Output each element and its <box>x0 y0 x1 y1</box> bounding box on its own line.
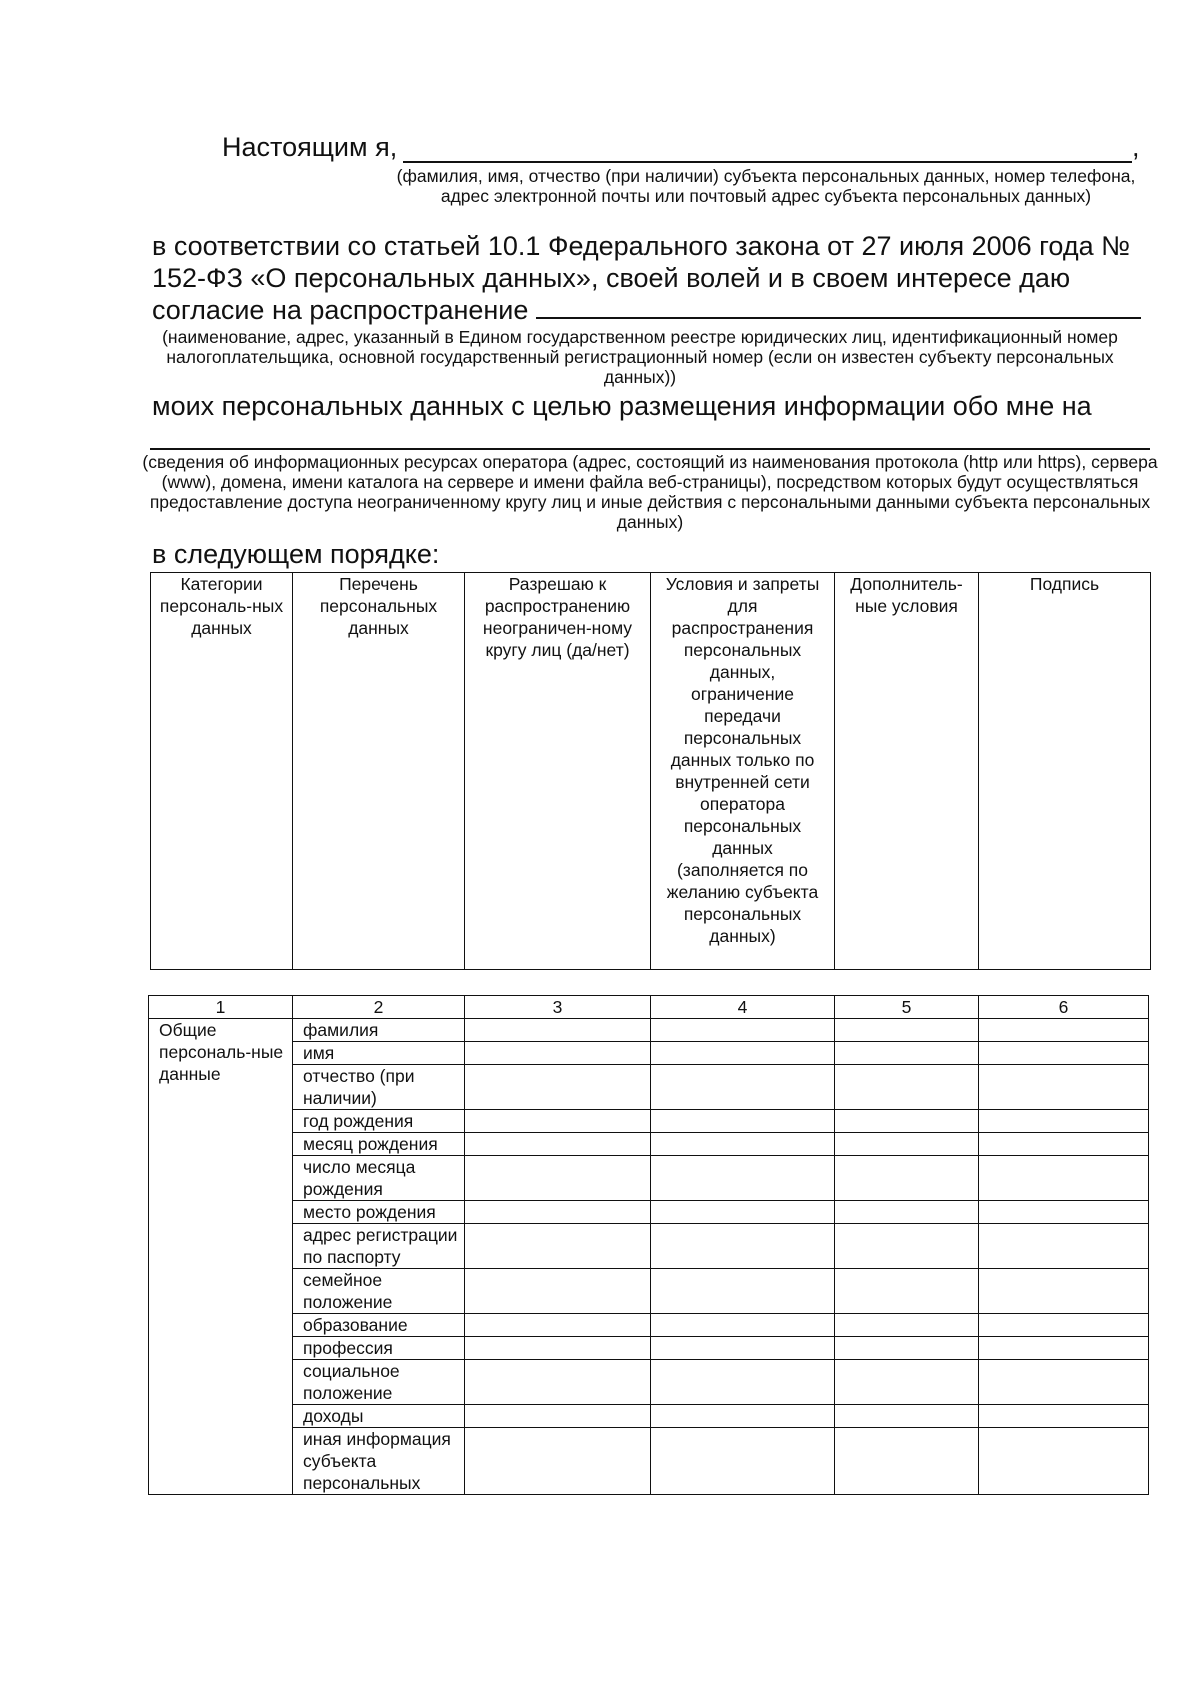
permit-cell[interactable] <box>465 1428 651 1495</box>
permit-cell[interactable] <box>465 1065 651 1110</box>
table-row <box>149 1360 1149 1405</box>
conditions-cell[interactable] <box>651 1224 835 1269</box>
additional-cell[interactable] <box>835 1405 979 1428</box>
operator-blank[interactable] <box>536 307 1141 319</box>
additional-cell[interactable] <box>835 1428 979 1495</box>
item-cell: адрес регистрации по паспорту <box>293 1224 465 1269</box>
permit-cell[interactable] <box>465 1042 651 1065</box>
header-col-permit: Разрешаю к распространению неограничен-ному кругу лиц (да/нет) <box>465 573 651 970</box>
additional-cell[interactable] <box>835 1133 979 1156</box>
table-row <box>149 1110 1149 1133</box>
signature-cell[interactable] <box>979 1405 1149 1428</box>
intro-text: Настоящим я, <box>222 132 398 162</box>
additional-cell[interactable] <box>835 1065 979 1110</box>
item-cell: социальное положение <box>293 1360 465 1405</box>
additional-cell[interactable] <box>835 1110 979 1133</box>
permit-cell[interactable] <box>465 1110 651 1133</box>
permit-cell[interactable] <box>465 1133 651 1156</box>
signature-cell[interactable] <box>979 1065 1149 1110</box>
conditions-cell[interactable] <box>651 1360 835 1405</box>
item-cell: число месяца рождения <box>293 1156 465 1201</box>
table-row <box>149 1405 1149 1428</box>
intro-line <box>222 132 1142 163</box>
signature-cell[interactable] <box>979 1019 1149 1042</box>
category-cell: Общие персональ-ные данные <box>149 1019 293 1495</box>
conditions-cell[interactable] <box>651 1156 835 1201</box>
col-number: 5 <box>835 996 979 1019</box>
signature-cell[interactable] <box>979 1337 1149 1360</box>
subject-hint: (фамилия, имя, отчество (при наличии) субъекта персональных данных, номер телефона, адрес электронной почты или почтовый адрес субъекта персональных данных) <box>396 166 1136 206</box>
conditions-cell[interactable] <box>651 1269 835 1314</box>
signature-cell[interactable] <box>979 1110 1149 1133</box>
conditions-cell[interactable] <box>651 1042 835 1065</box>
col-number: 3 <box>465 996 651 1019</box>
item-cell: доходы <box>293 1405 465 1428</box>
item-cell: месяц рождения <box>293 1133 465 1156</box>
conditions-cell[interactable] <box>651 1110 835 1133</box>
item-cell: семейное положение <box>293 1269 465 1314</box>
conditions-cell[interactable] <box>651 1019 835 1042</box>
signature-cell[interactable] <box>979 1042 1149 1065</box>
table-row <box>149 1314 1149 1337</box>
permit-cell[interactable] <box>465 1337 651 1360</box>
permit-cell[interactable] <box>465 1224 651 1269</box>
signature-cell[interactable] <box>979 1314 1149 1337</box>
table-row <box>149 1224 1149 1269</box>
table-row <box>149 1019 1149 1042</box>
additional-cell[interactable] <box>835 1042 979 1065</box>
permit-cell[interactable] <box>465 1019 651 1042</box>
conditions-cell[interactable] <box>651 1314 835 1337</box>
permit-cell[interactable] <box>465 1156 651 1201</box>
table-row <box>149 1042 1149 1065</box>
header-col-signature: Подпись <box>979 573 1151 970</box>
header-col-category: Категории персональ-ных данных <box>151 573 293 970</box>
signature-cell[interactable] <box>979 1156 1149 1201</box>
permit-cell[interactable] <box>465 1405 651 1428</box>
table-row <box>149 1201 1149 1224</box>
item-cell: отчество (при наличии) <box>293 1065 465 1110</box>
col-number: 1 <box>149 996 293 1019</box>
conditions-cell[interactable] <box>651 1065 835 1110</box>
conditions-cell[interactable] <box>651 1405 835 1428</box>
conditions-cell[interactable] <box>651 1133 835 1156</box>
col-number: 2 <box>293 996 465 1019</box>
item-cell: профессия <box>293 1337 465 1360</box>
column-number-row <box>149 996 1149 1019</box>
additional-cell[interactable] <box>835 1269 979 1314</box>
main-paragraph-text: в соответствии со статьей 10.1 Федерального закона от 27 июля 2006 года № 152-ФЗ «О персональных данных», своей волей и в своем интересе даю согласие на распространение <box>152 231 1131 325</box>
intro-comma: , <box>1132 132 1140 162</box>
table-row <box>149 1156 1149 1201</box>
additional-cell[interactable] <box>835 1314 979 1337</box>
item-cell: год рождения <box>293 1110 465 1133</box>
additional-cell[interactable] <box>835 1337 979 1360</box>
main-paragraph <box>152 230 1162 326</box>
permit-cell[interactable] <box>465 1269 651 1314</box>
conditions-cell[interactable] <box>651 1428 835 1495</box>
header-table <box>150 572 1151 970</box>
resources-hint: (сведения об информационных ресурсах оператора (адрес, состоящий из наименования протокола (http или https), сервера (www), домена, имени каталога на сервере и имени файла веб-страницы), посредством которых будут осуществляться предоставление доступа неограниченному кругу лиц и иные действия с персональными данными субъекта персональных данных) <box>142 452 1158 532</box>
conditions-cell[interactable] <box>651 1201 835 1224</box>
header-col-conditions: Условия и запреты для распространения персональных данных, ограничение передачи персональных данных только по внутренней сети оператора персональных данных (заполняется по желанию субъекта персональных данных) <box>651 573 835 970</box>
conditions-cell[interactable] <box>651 1337 835 1360</box>
purpose-text: моих персональных данных с целью размещения информации обо мне на <box>152 391 1092 421</box>
additional-cell[interactable] <box>835 1201 979 1224</box>
item-cell: имя <box>293 1042 465 1065</box>
signature-cell[interactable] <box>979 1201 1149 1224</box>
additional-cell[interactable] <box>835 1224 979 1269</box>
table-row <box>149 1269 1149 1314</box>
table-row <box>149 1337 1149 1360</box>
permit-cell[interactable] <box>465 1314 651 1337</box>
additional-cell[interactable] <box>835 1360 979 1405</box>
table-row <box>149 1428 1149 1495</box>
table-row <box>149 1133 1149 1156</box>
permit-cell[interactable] <box>465 1201 651 1224</box>
item-cell: место рождения <box>293 1201 465 1224</box>
data-table <box>148 995 1149 1495</box>
header-col-additional: Дополнитель-ные условия <box>835 573 979 970</box>
signature-cell[interactable] <box>979 1133 1149 1156</box>
signature-cell[interactable] <box>979 1360 1149 1405</box>
item-cell: иная информация субъекта персональных <box>293 1428 465 1495</box>
signature-cell[interactable] <box>979 1428 1149 1495</box>
additional-cell[interactable] <box>835 1156 979 1201</box>
subject-name-blank[interactable] <box>403 141 1132 163</box>
signature-cell[interactable] <box>979 1224 1149 1269</box>
operator-hint: (наименование, адрес, указанный в Едином государственном реестре юридических лиц, идентификационный номер налогоплательщика, основной государственный регистрационный номер (если он известен субъекту персональных данных)) <box>162 327 1118 387</box>
item-cell: образование <box>293 1314 465 1337</box>
additional-cell[interactable] <box>835 1019 979 1042</box>
col-number: 4 <box>651 996 835 1019</box>
permit-cell[interactable] <box>465 1360 651 1405</box>
signature-cell[interactable] <box>979 1269 1149 1314</box>
item-cell: фамилия <box>293 1019 465 1042</box>
order-heading: в следующем порядке: <box>152 539 440 569</box>
col-number: 6 <box>979 996 1149 1019</box>
resource-blank[interactable] <box>150 448 1150 450</box>
table-row <box>149 1065 1149 1110</box>
header-col-list: Перечень персональных данных <box>293 573 465 970</box>
